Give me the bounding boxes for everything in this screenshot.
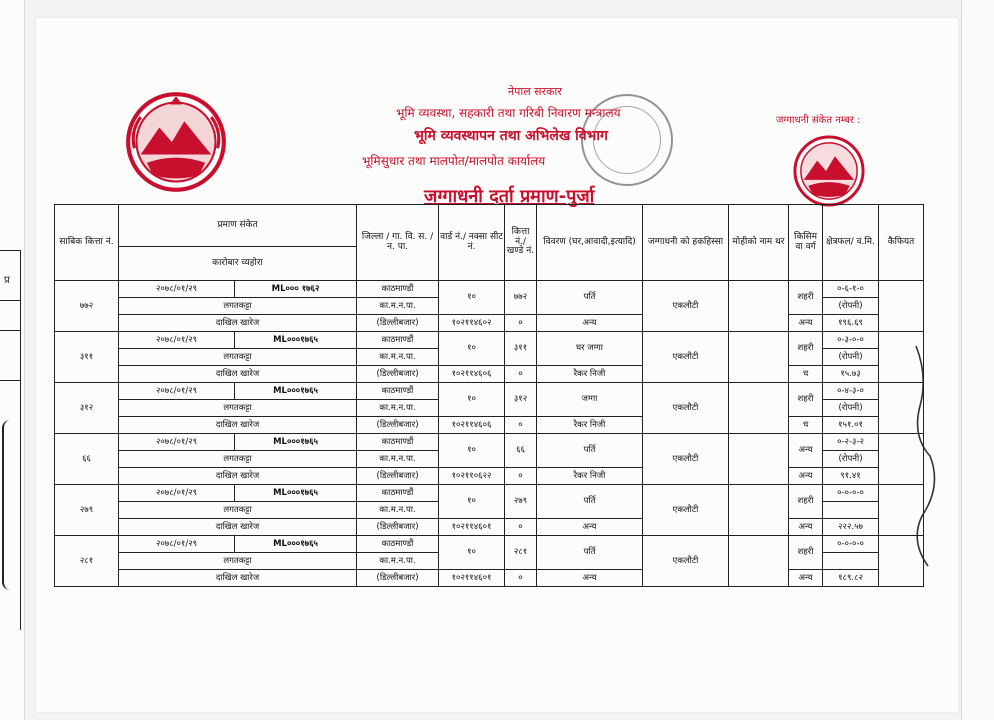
owner-share: एकलौटी: [643, 383, 729, 434]
transaction-type: दाखिल खारेज: [119, 417, 357, 434]
emblem-icon: [792, 134, 866, 208]
transaction-date: २०७८/०१/२९: [119, 434, 235, 451]
tenant-name: [729, 383, 789, 434]
area-unit: (रोपनी): [823, 349, 879, 366]
plot-number: ७७२: [55, 281, 119, 332]
kitta-no: ३१२: [505, 383, 537, 417]
tenant-name: [729, 434, 789, 485]
land-class: शहरी: [789, 281, 823, 315]
handwriting: [2, 420, 20, 590]
area-value: ०-०-०-०: [823, 536, 879, 553]
transaction-type: दाखिल खारेज: [119, 570, 357, 587]
tenant-name: [729, 485, 789, 536]
locality: (डिल्लीबजार): [357, 519, 439, 536]
land-subclass: अन्य: [789, 519, 823, 536]
remarks: [879, 434, 924, 485]
district: काठमाण्डौं: [357, 434, 439, 451]
map-sheet-no: १०२११४६०६: [439, 417, 505, 434]
area-unit: [823, 553, 879, 570]
transaction-date: २०७८/०१/२९: [119, 332, 235, 349]
header-owner-share: जग्गाधनी को हकहिस्सा: [643, 205, 729, 281]
land-type: रैकर निजी: [537, 417, 643, 434]
owner-share: एकलौटी: [643, 281, 729, 332]
municipality: का.म.न.पा.: [357, 502, 439, 519]
department-name: भूमि व्यवस्थापन तथा अभिलेख विभाग: [414, 128, 608, 144]
plot-number: २८१: [55, 536, 119, 587]
khande-no: ०: [505, 468, 537, 485]
land-subclass: च: [789, 366, 823, 383]
khande-no: ०: [505, 417, 537, 434]
land-type: रैकर निजी: [537, 468, 643, 485]
land-type: अन्य: [537, 519, 643, 536]
description: पर्ति: [537, 536, 643, 570]
header-kitta: कित्ता नं./ खण्डे नं.: [505, 205, 537, 281]
tenant-name: [729, 281, 789, 332]
evidence-code: ML०००१७६५: [235, 536, 357, 553]
text-fragment: प्र: [4, 275, 10, 286]
office-name: भूमिसुधार तथा मालपोत/मालपोत कार्यालय: [362, 154, 546, 168]
map-sheet-no: १०२११४६०१: [439, 519, 505, 536]
table-row: [55, 570, 924, 587]
ward-no: १०: [439, 434, 505, 468]
border-line: [0, 330, 20, 331]
area-sqm: १५१.०१: [823, 417, 879, 434]
description: पर्ति: [537, 434, 643, 468]
header-remarks: कैफियत: [879, 205, 924, 281]
ward-no: १०: [439, 332, 505, 366]
border-line: [20, 250, 21, 630]
plot-number: २७९: [55, 485, 119, 536]
municipality: का.म.न.पा.: [357, 451, 439, 468]
land-class: शहरी: [789, 536, 823, 570]
transaction-type: दाखिल खारेज: [119, 315, 357, 332]
kitta-no: ६६: [505, 434, 537, 468]
land-subclass: अन्य: [789, 315, 823, 332]
municipality: का.म.न.पा.: [357, 400, 439, 417]
area-sqm: ९१.४१: [823, 468, 879, 485]
description: घर जग्गा: [537, 332, 643, 366]
area-sqm: १५.७३: [823, 366, 879, 383]
table-row: [55, 332, 924, 349]
plot-number: ३१२: [55, 383, 119, 434]
plot-number: ६६: [55, 434, 119, 485]
ministry-name: भूमि व्यवस्था, सहकारी तथा गरिबी निवारण मन्त्रालय: [396, 106, 621, 120]
owner-share: एकलौटी: [643, 485, 729, 536]
table-row: [55, 536, 924, 553]
transaction-type: दाखिल खारेज: [119, 468, 357, 485]
area-value: ०-२-३-२: [823, 434, 879, 451]
table-row: [55, 315, 924, 332]
map-sheet-no: १०२११४६०१: [439, 570, 505, 587]
area-value: ०-६-१-०: [823, 281, 879, 298]
table-row: [55, 519, 924, 536]
owner-share: एकलौटी: [643, 332, 729, 383]
map-sheet-no: १०२११४६०२: [439, 315, 505, 332]
header-evidence-code: प्रमाण संकेत: [119, 205, 357, 247]
header-description: विवरण (घर,आवादी,इत्यादि): [537, 205, 643, 281]
emblem-icon: [124, 90, 228, 194]
header-transaction: कारोबार व्यहोरा: [119, 247, 357, 281]
land-class: शहरी: [789, 383, 823, 417]
kitta-no: ३११: [505, 332, 537, 366]
land-register-table: [54, 204, 924, 587]
adjacent-page-left: [0, 0, 25, 720]
land-class: शहरी: [789, 485, 823, 519]
border-line: [0, 250, 20, 251]
remarks: [879, 281, 924, 332]
header-plot-no: साबिक कित्ता नं.: [55, 205, 119, 281]
header-ward-map: वार्ड नं./ नक्सा सीट नं.: [439, 205, 505, 281]
remarks: [879, 536, 924, 587]
table-row: [55, 468, 924, 485]
locality: (डिल्लीबजार): [357, 366, 439, 383]
locality: (डिल्लीबजार): [357, 570, 439, 587]
owner-share: एकलौटी: [643, 434, 729, 485]
adjacent-page-right: [961, 0, 994, 720]
district: काठमाण्डौं: [357, 332, 439, 349]
transaction-date: २०७८/०१/२९: [119, 485, 235, 502]
district: काठमाण्डौं: [357, 383, 439, 400]
land-subclass: च: [789, 417, 823, 434]
table-row: [55, 434, 924, 451]
area-sqm: २२२.५७: [823, 519, 879, 536]
description: पर्ति: [537, 485, 643, 519]
map-sheet-no: १०२११०६२२: [439, 468, 505, 485]
ward-no: १०: [439, 536, 505, 570]
land-subclass: अन्य: [789, 468, 823, 485]
land-subclass: अन्य: [789, 570, 823, 587]
table-row: [55, 417, 924, 434]
area-sqm: १८९.८२: [823, 570, 879, 587]
locality: (डिल्लीबजार): [357, 417, 439, 434]
transaction-date: २०७८/०१/२९: [119, 383, 235, 400]
transaction-type: लगतकट्टा: [119, 349, 357, 366]
locality: (डिल्लीबजार): [357, 468, 439, 485]
evidence-code: ML००० १७६२: [235, 281, 357, 298]
kitta-no: २७९: [505, 485, 537, 519]
map-sheet-no: १०२११४६०६: [439, 366, 505, 383]
land-type: अन्य: [537, 570, 643, 587]
document-title: जग्गाधनी दर्ता प्रमाण-पुर्जा: [424, 186, 595, 207]
remarks: [879, 332, 924, 383]
header-area: क्षेत्रफल/ व.मि.: [823, 205, 879, 281]
description: जग्गा: [537, 383, 643, 417]
government-emblem-right: [792, 134, 866, 208]
ward-no: १०: [439, 281, 505, 315]
header-class: किसिम वा वर्ग: [789, 205, 823, 281]
municipality: का.म.न.पा.: [357, 349, 439, 366]
kitta-no: २८१: [505, 536, 537, 570]
evidence-code: ML०००१७६५: [235, 485, 357, 502]
municipality: का.म.न.पा.: [357, 553, 439, 570]
land-type: रैकर निजी: [537, 366, 643, 383]
owner-code-label: जग्गाधनी संकेत नम्बर :: [776, 115, 861, 126]
header-district: जिल्ला / गा. वि. स. / न. पा.: [357, 205, 439, 281]
table-row: [55, 366, 924, 383]
evidence-code: ML०००१७६५: [235, 434, 357, 451]
plot-number: ३११: [55, 332, 119, 383]
government-emblem-left: [124, 90, 228, 194]
table-row: [55, 383, 924, 400]
district: काठमाण्डौं: [357, 536, 439, 553]
border-line: [0, 300, 20, 301]
header-tenant: मोहीको नाम थर: [729, 205, 789, 281]
transaction-date: २०७८/०१/२९: [119, 281, 235, 298]
khande-no: ०: [505, 366, 537, 383]
area-value: ०-३-०-०: [823, 332, 879, 349]
tenant-name: [729, 332, 789, 383]
evidence-code: ML०००१७६५: [235, 383, 357, 400]
transaction-type: लगतकट्टा: [119, 298, 357, 315]
area-value: ०-०-०-०: [823, 485, 879, 502]
remarks: [879, 383, 924, 434]
transaction-type: लगतकट्टा: [119, 502, 357, 519]
district: काठमाण्डौं: [357, 281, 439, 298]
municipality: का.म.न.पा.: [357, 298, 439, 315]
land-type: अन्य: [537, 315, 643, 332]
ward-no: १०: [439, 383, 505, 417]
locality: (डिल्लीबजार): [357, 315, 439, 332]
khande-no: ०: [505, 570, 537, 587]
khande-no: ०: [505, 315, 537, 332]
tenant-name: [729, 536, 789, 587]
transaction-date: २०७८/०१/२९: [119, 536, 235, 553]
table-row: [55, 281, 924, 298]
border-line: [0, 380, 20, 381]
transaction-type: लगतकट्टा: [119, 400, 357, 417]
ward-no: १०: [439, 485, 505, 519]
area-unit: (रोपनी): [823, 298, 879, 315]
evidence-code: ML०००१७६५: [235, 332, 357, 349]
transaction-type: लगतकट्टा: [119, 553, 357, 570]
area-unit: (रोपनी): [823, 400, 879, 417]
land-class: शहरी: [789, 332, 823, 366]
kitta-no: ७७२: [505, 281, 537, 315]
area-unit: (रोपनी): [823, 451, 879, 468]
owner-share: एकलौटी: [643, 536, 729, 587]
area-sqm: १९६.६९: [823, 315, 879, 332]
transaction-type: दाखिल खारेज: [119, 519, 357, 536]
district: काठमाण्डौं: [357, 485, 439, 502]
transaction-type: लगतकट्टा: [119, 451, 357, 468]
land-class: अन्य: [789, 434, 823, 468]
remarks: [879, 485, 924, 536]
description: पर्ति: [537, 281, 643, 315]
khande-no: ०: [505, 519, 537, 536]
transaction-type: दाखिल खारेज: [119, 366, 357, 383]
table-row: [55, 485, 924, 502]
area-unit: [823, 502, 879, 519]
govt-label: नेपाल सरकार: [508, 85, 562, 98]
area-value: ०-४-३-०: [823, 383, 879, 400]
